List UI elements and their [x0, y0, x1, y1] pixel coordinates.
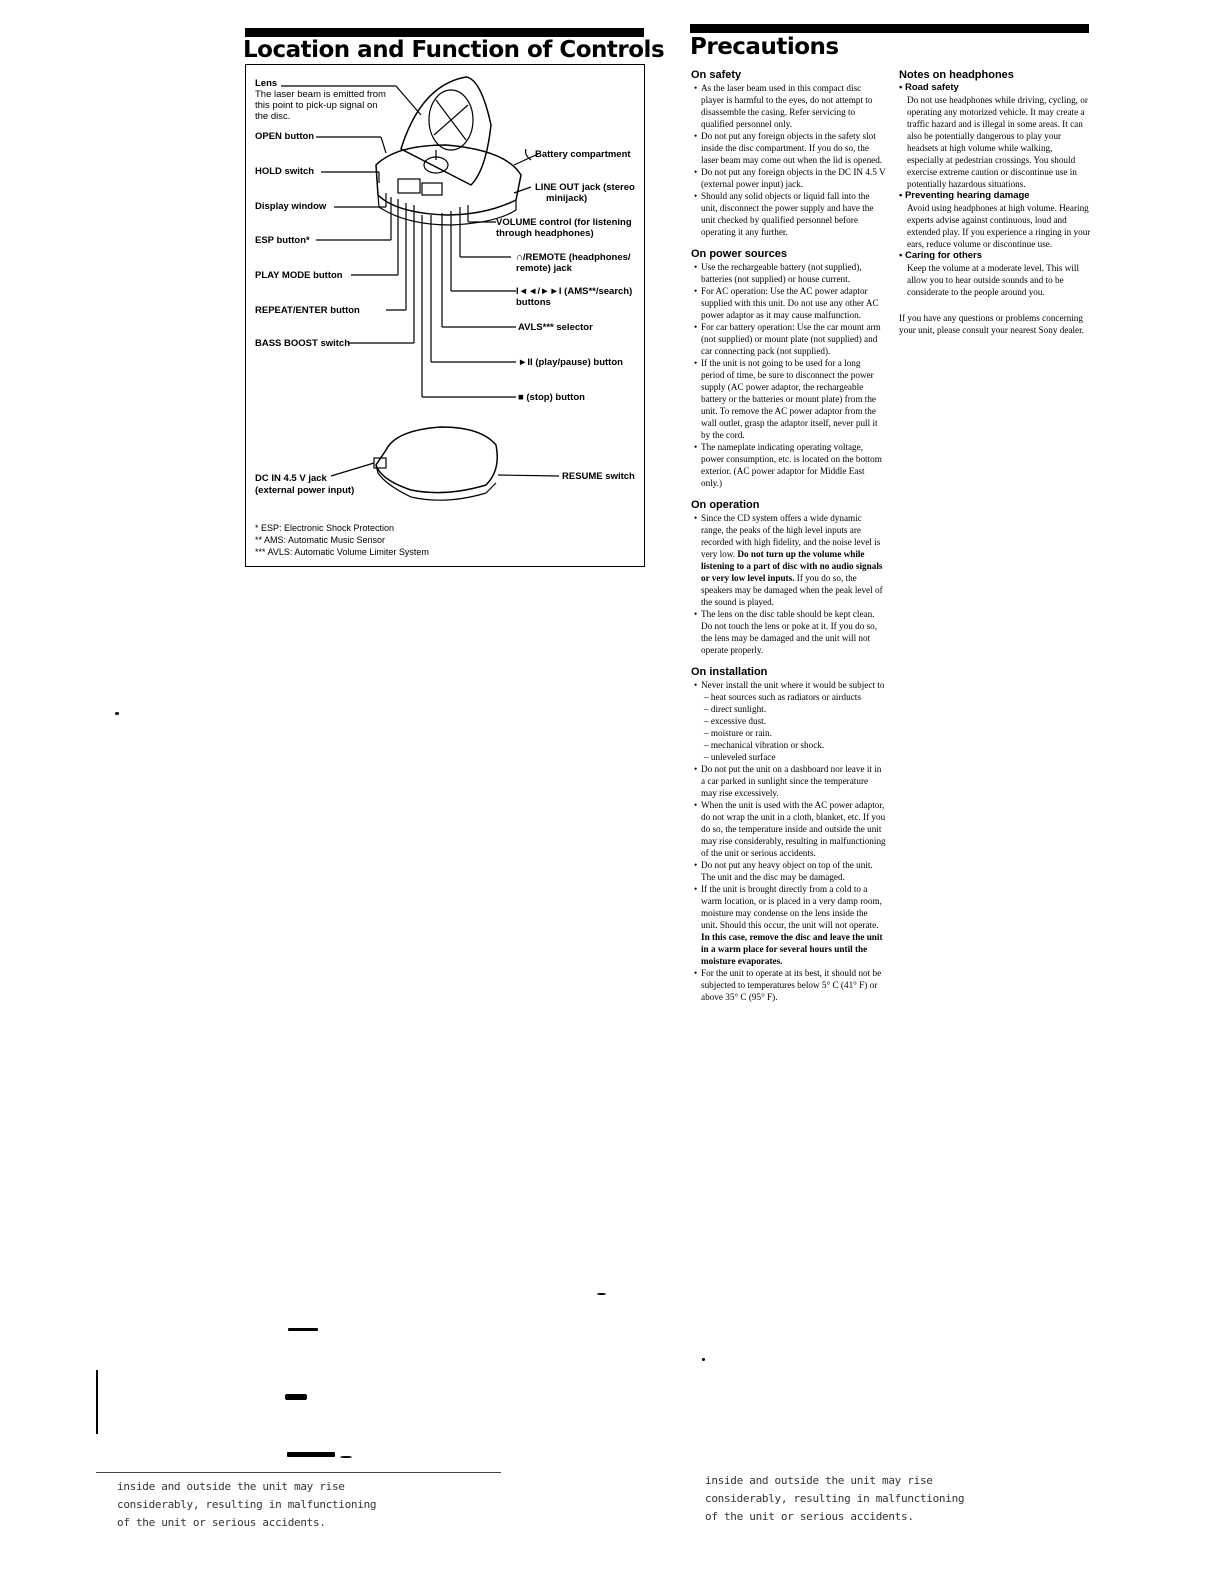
on-power-heading: On power sources — [691, 248, 787, 260]
on-operation-heading: On operation — [691, 499, 760, 511]
installation-dash: – heat sources such as radiators or airducts — [704, 692, 861, 702]
power-item: • For car battery operation: Use the car mount arm (not supplied) or mount plate (not supplied) and car connecting pack (not supplied). — [691, 321, 886, 357]
precautions-column-1 — [691, 62, 886, 1003]
notes-on-headphones-heading: Notes on headphones — [899, 69, 1014, 81]
scan-speck — [288, 1328, 318, 1331]
stop-button-label: ■ (stop) button — [518, 392, 585, 403]
bleed-through-left: inside and outside the unit may rise considerably, resulting in malfunctioning of the unit or serious accidents. — [117, 1480, 377, 1529]
installation-warning-bold: In this case, remove the disc and leave the unit in a warm place for several hours until the moisture evaporates. — [701, 932, 883, 966]
note-esp: * ESP: Electronic Shock Protection — [255, 523, 395, 533]
installation-item: • If the unit is brought directly from a cold to a warm location, or is placed in a very damp room, moisture may condense on the lens inside the unit. Should this occur, the unit will not operate. In this case, remove the disc and leave the unit in a warm place for several hours until the moisture evaporates. — [691, 883, 886, 967]
closing-note: If you have any questions or problems concerning your unit, please consult your nearest Sony dealer. — [899, 313, 1084, 335]
installation-item: • When the unit is used with the AC power adaptor, do not wrap the unit in a cloth, blanket, etc. If you do so, the temperature inside and outside the unit may rise considerably, resulting in malfunctioning of the unit or serious accidents. — [691, 799, 886, 859]
volume-label-1: VOLUME control (for listening — [496, 217, 632, 228]
operation-warning-bold: Do not turn up the volume while listening to a part of disc with no audio signals or very low level inputs. — [701, 549, 883, 583]
installation-dash: – excessive dust. — [704, 716, 767, 726]
precautions-title: Precautions — [690, 34, 839, 60]
operation-text-c: If you do so, the speakers may be damaged when the peak level of the sound is played. — [701, 573, 883, 607]
installation-item: • Never install the unit where it would be subject to — [691, 679, 886, 691]
left-page-title: Location and Function of Controls — [243, 37, 665, 63]
note-avls: *** AVLS: Automatic Volume Limiter System — [255, 547, 429, 557]
precautions-column-2 — [899, 62, 1091, 336]
lens-desc-2: this point to pick-up signal on — [255, 100, 378, 111]
safety-item: • Do not put any foreign objects in the DC IN 4.5 V (external power input) jack. — [691, 166, 886, 190]
scan-speck — [96, 1370, 98, 1434]
installation-dash: – unleveled surface — [704, 752, 776, 762]
resume-switch-label: RESUME switch — [562, 471, 635, 482]
operation-item — [691, 512, 886, 608]
road-safety-text: Do not use headphones while driving, cycling, or operating any motorized vehicle. It may create a traffic hazard and is illegal in some areas. It can also be potentially dangerous to play your headsets at high volume while walking, especially at pedestrian crossings. You should exercise extreme caution or discontinue use in potentially hazardous situations. — [907, 95, 1088, 189]
right-title-rule — [690, 24, 1089, 33]
scan-speck — [597, 1293, 606, 1295]
bleed-through-right: inside and outside the unit may rise considerably, resulting in malfunctioning of the unit or serious accidents. — [705, 1474, 965, 1523]
installation-item: • Do not put the unit on a dashboard nor leave it in a car parked in sunlight since the temperature may rise excessively. — [691, 763, 886, 799]
note-ams: ** AMS: Automatic Music Sensor — [255, 535, 386, 545]
repeat-enter-label: REPEAT/ENTER button — [255, 305, 360, 316]
hearing-damage-heading: • Preventing hearing damage — [899, 190, 1030, 201]
avls-selector-label: AVLS*** selector — [518, 322, 593, 333]
scan-speck — [285, 1394, 307, 1400]
power-item: • For AC operation: Use the AC power adaptor supplied with this unit. Do not use any other AC power adaptor as it may cause malfunction. — [691, 285, 886, 321]
remote-jack-label-1: ∩/REMOTE (headphones/ — [516, 252, 631, 263]
esp-button-label: ESP button* — [255, 235, 310, 246]
lens-desc-1: The laser beam is emitted from — [255, 89, 386, 100]
volume-label-2: through headphones) — [496, 228, 594, 239]
installation-dash: – moisture or rain. — [704, 728, 772, 738]
dc-in-label-1: DC IN 4.5 V jack — [255, 473, 327, 484]
power-item: • The nameplate indicating operating voltage, power consumption, etc. is located on the bottom exterior. (AC power adaptor for Middle East only.) — [691, 441, 886, 489]
installation-item: • For the unit to operate at its best, it should not be subjected to temperatures below 5° C (41° F) or above 35° C (95° F). — [691, 967, 886, 1003]
scan-speck — [115, 712, 119, 715]
dc-in-label-2: (external power input) — [255, 485, 355, 496]
operation-item: • The lens on the disc table should be kept clean. Do not touch the lens or poke at it. If you do so, the lens may be damaged and the unit will not operate properly. — [691, 608, 886, 656]
lens-desc-3: the disc. — [255, 111, 291, 122]
scan-speck — [287, 1452, 335, 1457]
ams-buttons-label-1: I◄◄/►►I (AMS**/search) — [516, 286, 633, 297]
abbreviation-notes — [255, 522, 429, 558]
road-safety-heading: • Road safety — [899, 82, 959, 93]
hold-switch-label: HOLD switch — [255, 166, 315, 177]
battery-compartment-label: Battery compartment — [535, 149, 631, 160]
safety-item: • Should any solid objects or liquid fall into the unit, disconnect the power supply and have the unit checked by qualified personnel before operating it any further. — [691, 190, 886, 238]
power-item: • If the unit is not going to be used for a long period of time, be sure to disconnect the power supply (AC power adaptor, the rechargeable battery or the batteries or mount plate) from the unit. To remove the AC power adaptor from the wall outlet, grasp the adaptor itself, never pull it by the cord. — [691, 357, 886, 441]
scan-speck — [96, 1472, 501, 1473]
power-item: • Use the rechargeable battery (not supplied), batteries (not supplied) or house current. — [691, 261, 886, 285]
safety-item: • Do not put any foreign objects in the safety slot inside the disc compartment. If you do so, the laser beam may come out when the lid is opened. — [691, 130, 886, 166]
bass-boost-label: BASS BOOST switch — [255, 338, 351, 349]
on-safety-heading: On safety — [691, 69, 742, 81]
installation-dash: – mechanical vibration or shock. — [704, 740, 825, 750]
safety-item: • As the laser beam used in this compact disc player is harmful to the eyes, do not attempt to disassemble the casing. Refer servicing to qualified personnel only. — [691, 82, 886, 130]
installation-dash: – direct sunlight. — [704, 704, 767, 714]
controls-diagram — [245, 64, 645, 567]
on-installation-heading: On installation — [691, 666, 768, 678]
caring-for-others-heading: • Caring for others — [899, 250, 983, 261]
play-pause-label: ►II (play/pause) button — [518, 357, 623, 368]
ams-buttons-label-2: buttons — [516, 297, 551, 308]
open-button-label: OPEN button — [255, 131, 315, 142]
hearing-damage-text: Avoid using headphones at high volume. Hearing experts advise against continuous, loud and extended play. If you experience a ringing in your ears, reduce volume or discontinue use. — [907, 203, 1091, 249]
scan-speck — [340, 1456, 352, 1458]
lineout-label-1: LINE OUT jack (stereo — [535, 182, 635, 193]
installation-item: • Do not put any heavy object on top of the unit. The unit and the disc may be damaged. — [691, 859, 886, 883]
caring-for-others-text: Keep the volume at a moderate level. This will allow you to hear outside sounds and to be considerate to the people around you. — [907, 263, 1080, 297]
lineout-label-2: minijack) — [546, 193, 588, 204]
operation-text-a: Since the CD system offers a wide dynamic range, the peaks of the high level inputs are recorded with high fidelity, and the noise level is very low. — [701, 513, 881, 559]
display-window-label: Display window — [255, 201, 327, 212]
scan-speck — [702, 1358, 705, 1361]
lens-label: Lens — [255, 78, 278, 89]
play-mode-label: PLAY MODE button — [255, 270, 343, 281]
remote-jack-label-2: remote) jack — [516, 263, 572, 274]
